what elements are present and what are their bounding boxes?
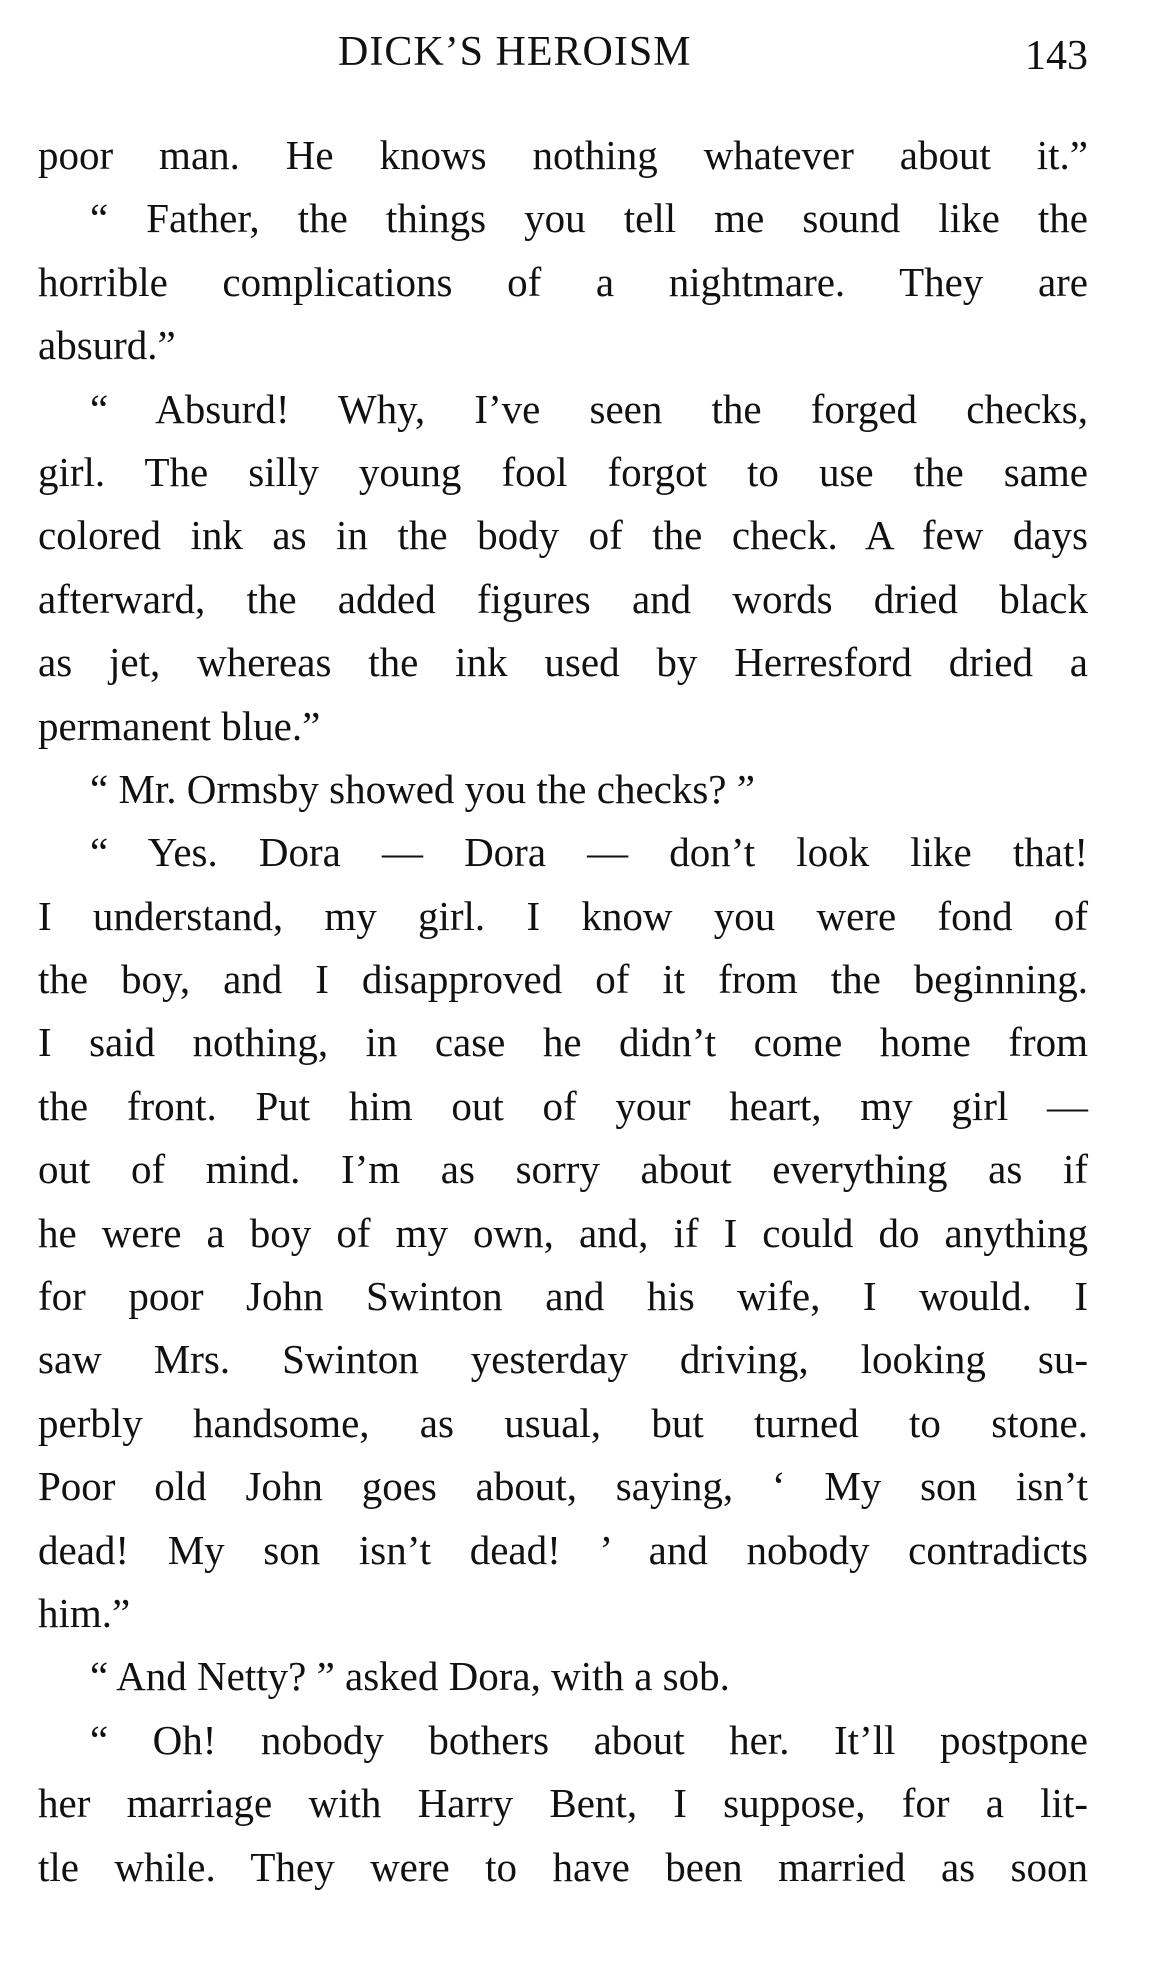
text-line: horrible complications of a nightmare. They are (38, 258, 1088, 305)
text-line: I said nothing, in case he didn’t come home from (38, 1019, 1088, 1066)
page-number: 143 (1025, 33, 1088, 79)
body-text (38, 124, 1088, 1899)
text-line: out of mind. I’m as sorry about everything as if (38, 1146, 1088, 1193)
text-line: afterward, the added figures and words dried black (38, 575, 1088, 622)
text-line: poor man. He knows nothing whatever about it.” (38, 132, 1088, 178)
text-line: the boy, and I disapproved of it from the beginning. (38, 956, 1088, 1003)
text-line: Poor old John goes about, saying, ‘ My son isn’t (38, 1463, 1088, 1510)
text-line: tle while. They were to have been married as soon (38, 1843, 1088, 1890)
text-line: saw Mrs. Swinton yesterday driving, looking su- (38, 1336, 1088, 1383)
text-line: “ Mr. Ormsby showed you the checks? ” (90, 765, 755, 812)
text-line: “ Yes. Dora — Dora — don’t look like that! (90, 829, 1088, 876)
page-header (38, 28, 1088, 88)
text-line: “ Oh! nobody bothers about her. It’ll postpone (90, 1716, 1088, 1763)
text-line: him.” (38, 1589, 131, 1636)
text-line: the front. Put him out of your heart, my girl — (38, 1082, 1088, 1129)
text-line: colored ink as in the body of the check. A few days (38, 512, 1088, 559)
text-line: for poor John Swinton and his wife, I would. I (38, 1273, 1088, 1320)
text-line: dead! My son isn’t dead! ’ and nobody contradicts (38, 1526, 1088, 1573)
text-line: absurd.” (38, 322, 176, 369)
text-line: he were a boy of my own, and, if I could do anything (38, 1209, 1088, 1256)
text-line: her marriage with Harry Bent, I suppose, for a lit- (38, 1780, 1088, 1827)
text-line: “ Father, the things you tell me sound like the (90, 195, 1088, 242)
text-line: girl. The silly young fool forgot to use the same (38, 448, 1088, 495)
text-line: “ Absurd! Why, I’ve seen the forged checks, (90, 385, 1088, 432)
text-line: “ And Netty? ” asked Dora, with a sob. (90, 1653, 730, 1700)
text-line: permanent blue.” (38, 702, 321, 749)
text-line: as jet, whereas the ink used by Herresford dried a (38, 639, 1088, 686)
text-line: I understand, my girl. I know you were fond of (38, 892, 1088, 939)
text-line: perbly handsome, as usual, but turned to stone. (38, 1399, 1088, 1446)
running-title: DICK’S HEROISM (338, 29, 692, 75)
